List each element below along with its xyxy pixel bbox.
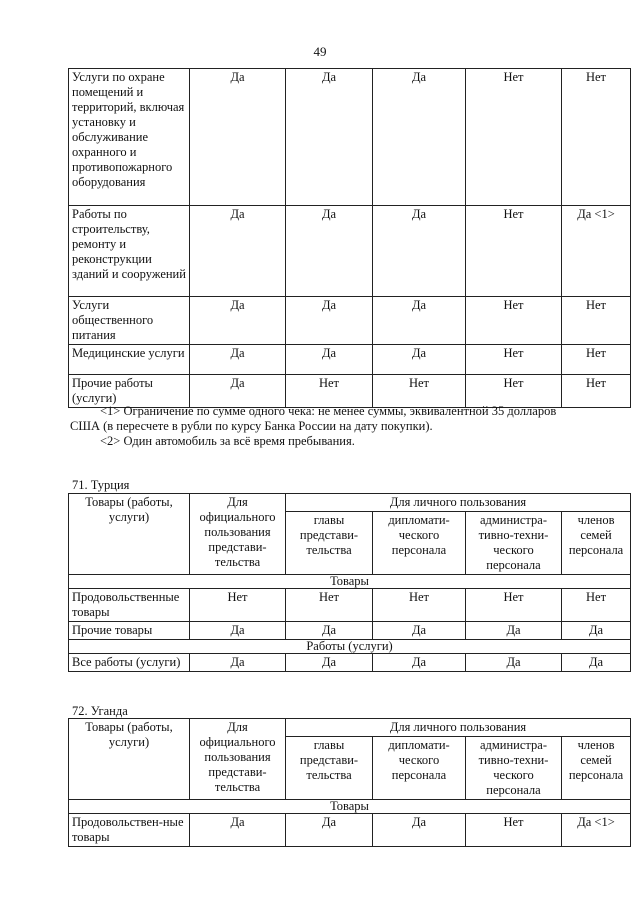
- value-cell: Да: [190, 654, 286, 672]
- value-cell: Нет: [286, 589, 373, 622]
- section-row: [69, 800, 631, 814]
- header-personal: Для личного пользования: [286, 494, 631, 512]
- value-cell: Да <1>: [562, 814, 631, 847]
- value-cell: Нет: [562, 589, 631, 622]
- value-cell: Да: [373, 622, 466, 640]
- value-cell: Да: [190, 206, 286, 297]
- value-cell: Да: [466, 622, 562, 640]
- value-cell: Да: [286, 69, 373, 206]
- table-row: [69, 206, 631, 297]
- value-cell: Да: [190, 345, 286, 375]
- row-label: Продовольственные товары: [69, 589, 190, 622]
- header-goods: Товары (работы, услуги): [69, 494, 190, 575]
- value-cell: Да: [562, 622, 631, 640]
- footnote-1-line-2: США (в пересчете в рубли по курсу Банка России на дату покупки).: [70, 419, 433, 433]
- value-cell: Нет: [466, 375, 562, 408]
- value-cell: Нет: [190, 589, 286, 622]
- value-cell: Нет: [562, 297, 631, 345]
- value-cell: Да: [286, 206, 373, 297]
- table-row: [69, 622, 631, 640]
- section-goods: Товары: [69, 800, 631, 814]
- row-label: Услуги по охране помещений и территорий, включая установку и обслуживание охранного и противопожарного оборудования: [69, 69, 190, 206]
- row-label: Прочие работы (услуги): [69, 375, 190, 408]
- value-cell: Да: [562, 654, 631, 672]
- header-head: главы представи-тельства: [286, 737, 373, 800]
- header-goods: Товары (работы, услуги): [69, 719, 190, 800]
- header-family: членов семей персонала: [562, 737, 631, 800]
- value-cell: Да: [190, 814, 286, 847]
- header-family: членов семей персонала: [562, 512, 631, 575]
- value-cell: Нет: [286, 375, 373, 408]
- value-cell: Да: [190, 297, 286, 345]
- footnote-2: <2> Один автомобиль за всё время пребывания.: [100, 434, 355, 448]
- table-row: [69, 297, 631, 345]
- section-works: Работы (услуги): [69, 640, 631, 654]
- value-cell: Нет: [466, 345, 562, 375]
- value-cell: Да: [373, 814, 466, 847]
- value-cell: Нет: [466, 206, 562, 297]
- page-number: 49: [313, 44, 327, 59]
- table-row: [69, 589, 631, 622]
- services-table: [68, 68, 631, 408]
- row-label: Продовольствен-ные товары: [69, 814, 190, 847]
- header-row: [69, 494, 631, 512]
- value-cell: Да <1>: [562, 206, 631, 297]
- value-cell: Да: [466, 654, 562, 672]
- header-personal: Для личного пользования: [286, 719, 631, 737]
- value-cell: Да: [286, 345, 373, 375]
- header-diplomatic: дипломати-ческого персонала: [373, 512, 466, 575]
- row-label: Медицинские услуги: [69, 345, 190, 375]
- uganda-table: [68, 718, 631, 847]
- value-cell: Да: [373, 654, 466, 672]
- section-title-uganda: 72. Уганда: [72, 704, 128, 718]
- table-row: [69, 375, 631, 408]
- header-head: главы представи-тельства: [286, 512, 373, 575]
- section-row: [69, 640, 631, 654]
- value-cell: Нет: [373, 375, 466, 408]
- header-row: [69, 719, 631, 737]
- value-cell: Да: [373, 206, 466, 297]
- value-cell: Да: [373, 345, 466, 375]
- value-cell: Да: [286, 654, 373, 672]
- table-row: [69, 814, 631, 847]
- value-cell: Нет: [466, 589, 562, 622]
- table-row: [69, 69, 631, 206]
- value-cell: Нет: [562, 345, 631, 375]
- value-cell: Нет: [562, 69, 631, 206]
- row-label: Все работы (услуги): [69, 654, 190, 672]
- value-cell: Да: [190, 375, 286, 408]
- value-cell: Да: [286, 622, 373, 640]
- value-cell: Нет: [373, 589, 466, 622]
- header-admin: администра-тивно-техни-ческого персонала: [466, 737, 562, 800]
- value-cell: Нет: [466, 297, 562, 345]
- value-cell: Да: [190, 69, 286, 206]
- row-label: Прочие товары: [69, 622, 190, 640]
- row-label: Работы по строительству, ремонту и реконструкции зданий и сооружений: [69, 206, 190, 297]
- value-cell: Да: [373, 69, 466, 206]
- table-row: [69, 654, 631, 672]
- value-cell: Да: [286, 814, 373, 847]
- footnote-1-line-1: <1> Ограничение по сумме одного чека: не менее суммы, эквивалентной 35 долларов: [100, 404, 557, 418]
- value-cell: Нет: [466, 69, 562, 206]
- section-title-turkey: 71. Турция: [72, 478, 130, 492]
- section-goods: Товары: [69, 575, 631, 589]
- table-row: [69, 345, 631, 375]
- header-official: Для официального пользования представи-тельства: [190, 719, 286, 800]
- value-cell: Нет: [466, 814, 562, 847]
- row-label: Услуги общественного питания: [69, 297, 190, 345]
- header-diplomatic: дипломати-ческого персонала: [373, 737, 466, 800]
- section-row: [69, 575, 631, 589]
- turkey-table: [68, 493, 631, 672]
- value-cell: Да: [373, 297, 466, 345]
- header-official: Для официального пользования представи-тельства: [190, 494, 286, 575]
- value-cell: Нет: [562, 375, 631, 408]
- value-cell: Да: [286, 297, 373, 345]
- footnotes: [70, 404, 630, 449]
- value-cell: Да: [190, 622, 286, 640]
- header-admin: администра-тивно-техни-ческого персонала: [466, 512, 562, 575]
